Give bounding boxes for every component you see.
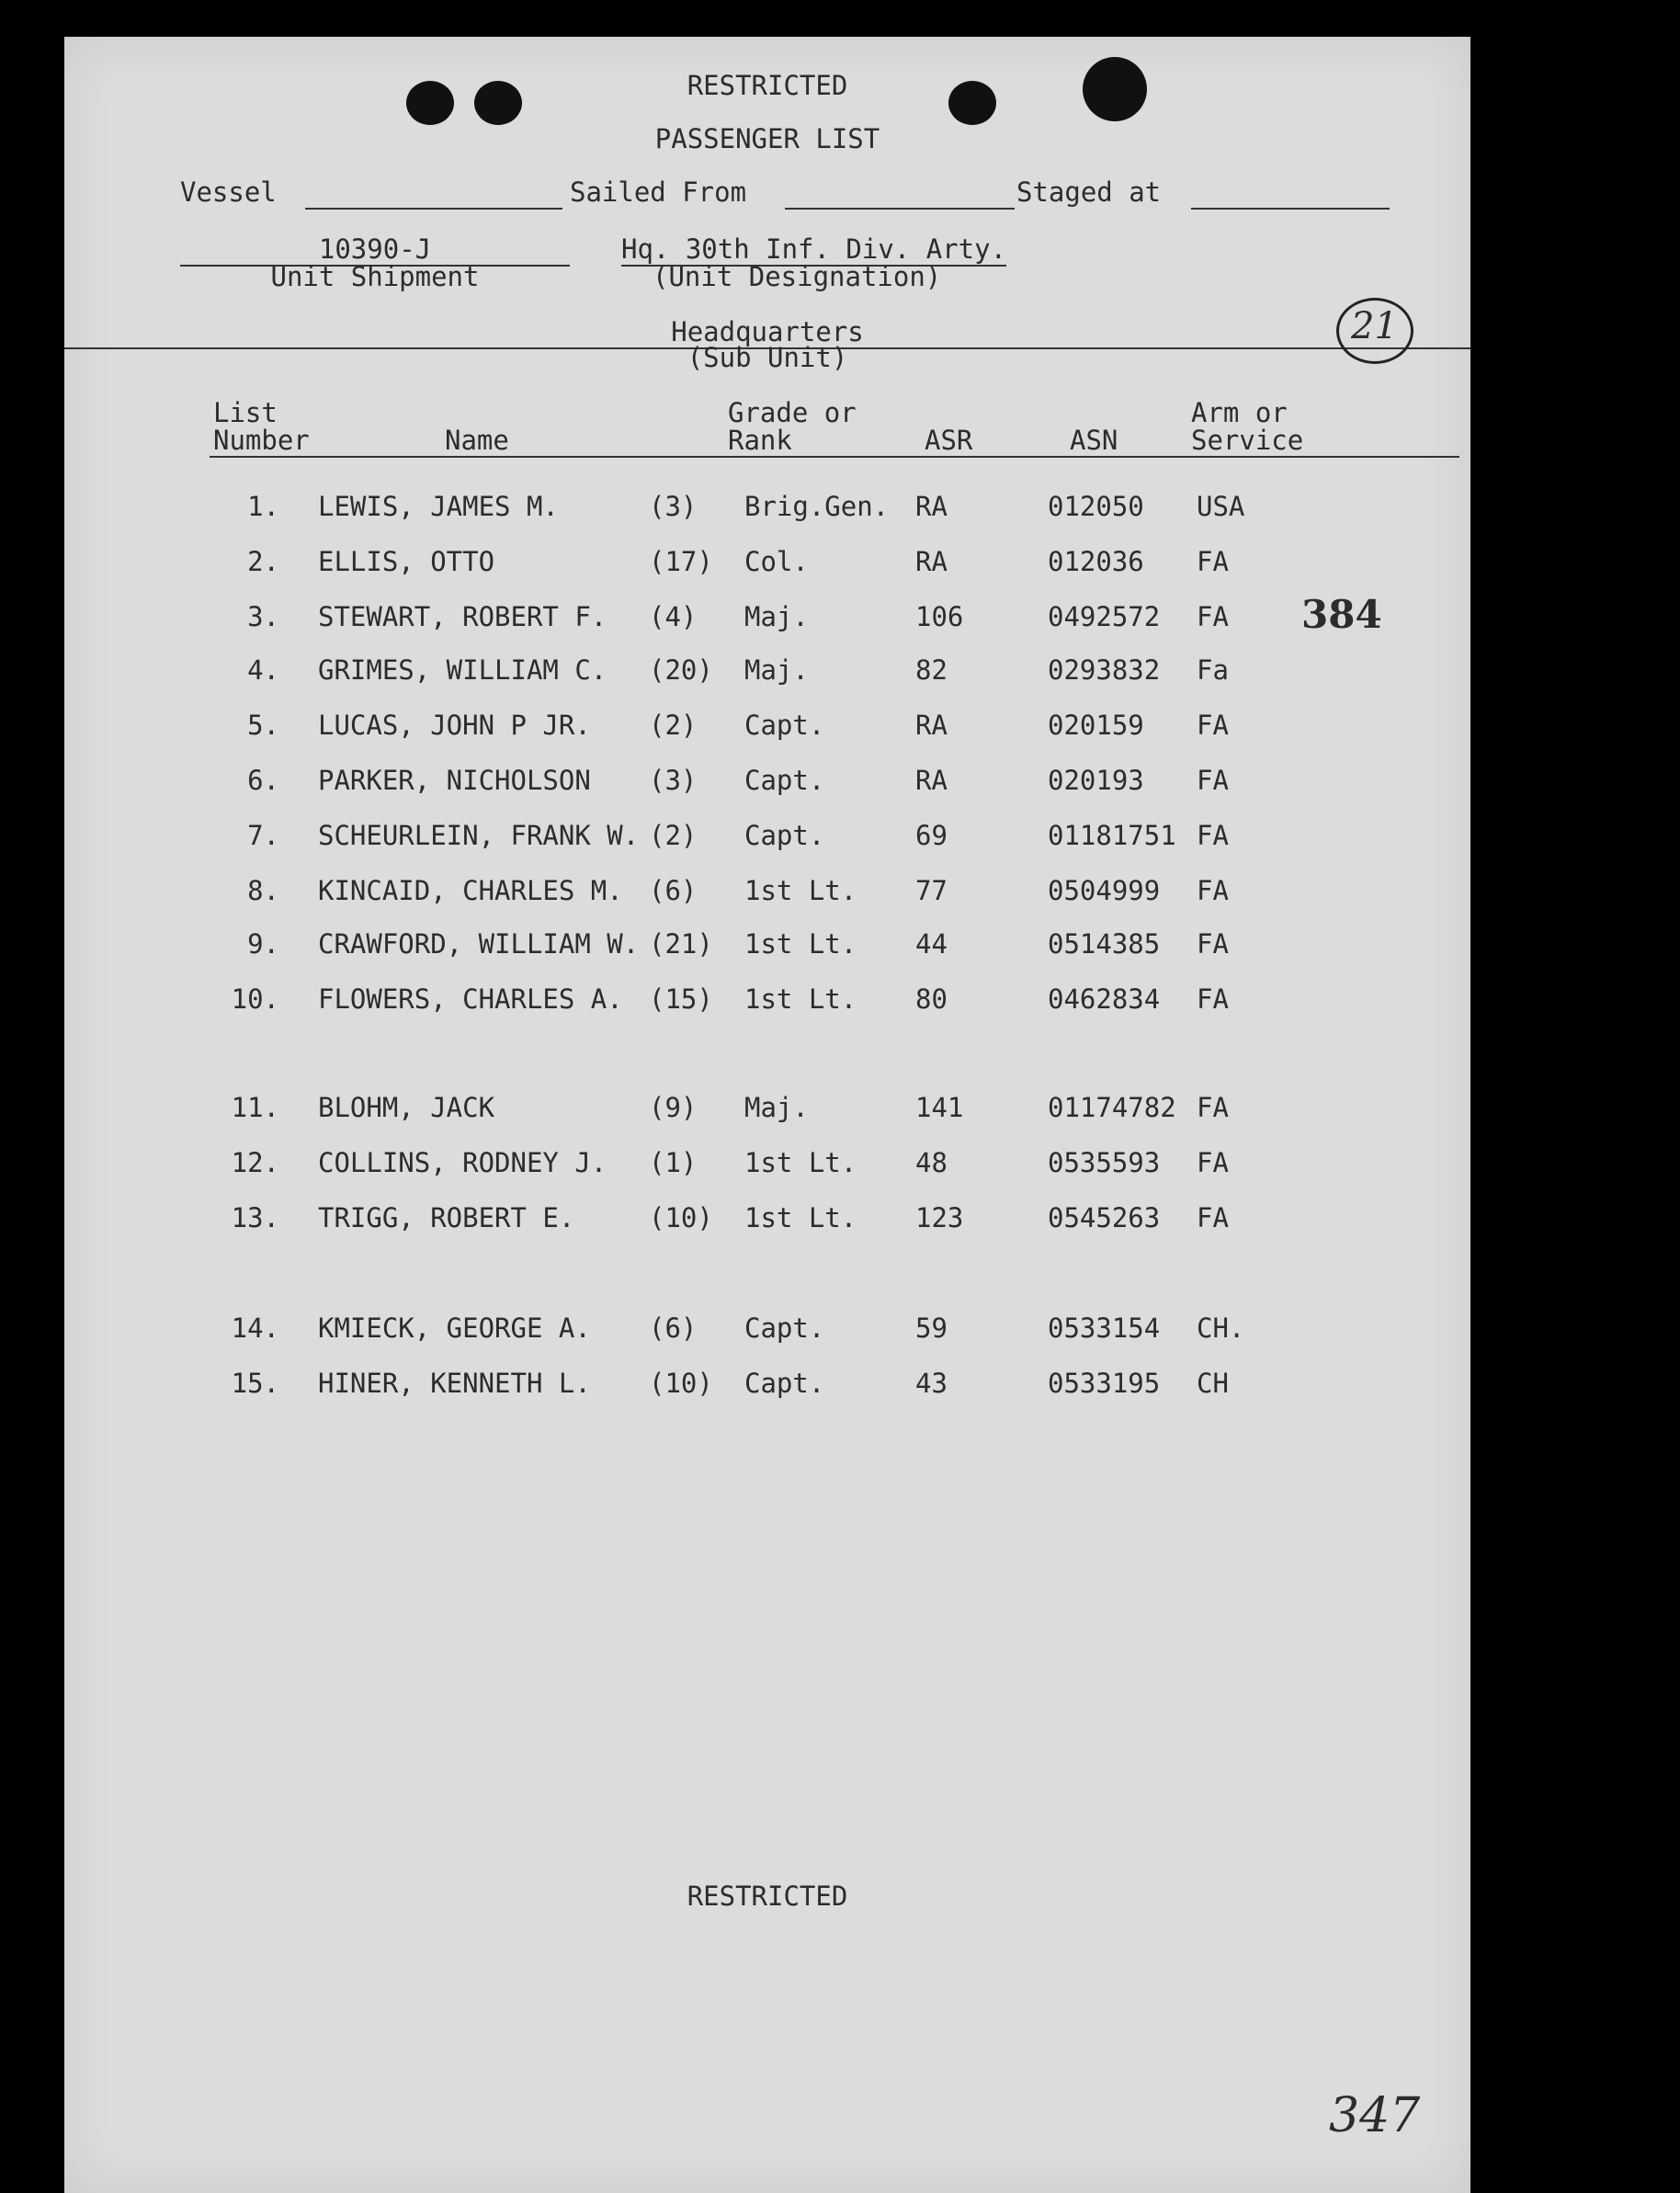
classification-bottom: RESTRICTED: [687, 1881, 848, 1912]
cell-arm: FA: [1197, 546, 1229, 577]
cell-name: BLOHM, JACK: [318, 1092, 495, 1123]
cell-code: (3): [649, 765, 698, 796]
cell-rank: Maj.: [744, 654, 809, 686]
cell-asr: 59: [915, 1312, 948, 1344]
cell-code: (6): [649, 875, 698, 906]
staged-at-blank: [1191, 208, 1390, 210]
cell-num: 6.: [247, 765, 279, 796]
circled-number-text: 21: [1351, 305, 1398, 347]
sailed-from-blank: [785, 208, 1015, 210]
cell-code: (10): [649, 1368, 713, 1399]
column-grade-line2: Rank: [728, 425, 792, 456]
cell-asn: 0535593: [1048, 1147, 1161, 1178]
cell-rank: Brig.Gen.: [744, 491, 890, 522]
cell-asr: 82: [915, 654, 948, 686]
cell-num: 3.: [247, 601, 279, 632]
cell-name: ELLIS, OTTO: [318, 546, 495, 577]
cell-name: KMIECK, GEORGE A.: [318, 1312, 591, 1344]
table-row: [64, 820, 1470, 857]
cell-asn: 01174782: [1048, 1092, 1176, 1123]
cell-name: COLLINS, RODNEY J.: [318, 1147, 607, 1178]
cell-arm: FA: [1197, 1202, 1229, 1233]
cell-code: (9): [649, 1092, 698, 1123]
cell-name: GRIMES, WILLIAM C.: [318, 654, 607, 686]
column-list-line1: List: [213, 397, 278, 428]
cell-rank: Col.: [744, 546, 809, 577]
cell-asn: 012050: [1048, 491, 1144, 522]
cell-asr: 106: [915, 601, 964, 632]
cell-asr: 43: [915, 1368, 948, 1399]
cell-code: (10): [649, 1202, 713, 1233]
cell-code: (15): [649, 983, 713, 1015]
cell-rank: 1st Lt.: [744, 875, 857, 906]
column-list-line2: Number: [213, 425, 310, 456]
margin-number: 384: [1301, 592, 1382, 637]
cell-arm: Fa: [1197, 654, 1229, 686]
vessel-blank: [305, 208, 562, 210]
cell-asr: RA: [915, 710, 948, 741]
cell-num: 4.: [247, 654, 279, 686]
cell-num: 9.: [247, 928, 279, 960]
cell-num: 2.: [247, 546, 279, 577]
table-row: [64, 1312, 1470, 1349]
column-asn: ASN: [1070, 425, 1118, 456]
cell-code: (3): [649, 491, 698, 522]
table-row: [64, 765, 1470, 801]
cell-arm: CH: [1197, 1368, 1229, 1399]
column-grade-line1: Grade or: [728, 397, 857, 428]
cell-arm: USA: [1197, 491, 1245, 522]
cell-name: LEWIS, JAMES M.: [318, 491, 559, 522]
cell-asn: 0533195: [1048, 1368, 1161, 1399]
page-number: 347: [1329, 2088, 1421, 2143]
cell-name: KINCAID, CHARLES M.: [318, 875, 623, 906]
cell-asn: 0462834: [1048, 983, 1161, 1015]
cell-name: HINER, KENNETH L.: [318, 1368, 591, 1399]
sailed-from-label: Sailed From: [570, 176, 747, 208]
cell-code: (6): [649, 1312, 698, 1344]
cell-rank: 1st Lt.: [744, 928, 857, 960]
cell-code: (1): [649, 1147, 698, 1178]
cell-rank: 1st Lt.: [744, 983, 857, 1015]
cell-name: LUCAS, JOHN P JR.: [318, 710, 591, 741]
cell-arm: FA: [1197, 710, 1229, 741]
cell-code: (17): [649, 546, 713, 577]
classification-top: RESTRICTED: [687, 70, 848, 101]
cell-asn: 01181751: [1048, 820, 1176, 851]
cell-arm: FA: [1197, 983, 1229, 1015]
cell-asr: 48: [915, 1147, 948, 1178]
cell-asr: RA: [915, 765, 948, 796]
sub-unit-label: (Sub Unit): [687, 342, 848, 373]
cell-code: (21): [649, 928, 713, 960]
cell-rank: 1st Lt.: [744, 1147, 857, 1178]
cell-num: 5.: [247, 710, 279, 741]
cell-num: 11.: [231, 1092, 279, 1123]
cell-rank: Capt.: [744, 1368, 825, 1399]
document-page: [64, 37, 1470, 2193]
cell-asn: 0533154: [1048, 1312, 1161, 1344]
unit-shipment-value: 10390-J: [180, 233, 570, 267]
cell-arm: FA: [1197, 601, 1229, 632]
column-name: Name: [445, 425, 509, 456]
cell-rank: Capt.: [744, 820, 825, 851]
table-row: [64, 601, 1470, 638]
cell-rank: Capt.: [744, 765, 825, 796]
cell-name: SCHEURLEIN, FRANK W.: [318, 820, 640, 851]
table-row: [64, 1368, 1470, 1404]
column-header-rule: [210, 456, 1459, 458]
staged-at-label: Staged at: [1016, 176, 1162, 208]
cell-arm: FA: [1197, 820, 1229, 851]
cell-asr: 80: [915, 983, 948, 1015]
cell-num: 1.: [247, 491, 279, 522]
table-row: [64, 710, 1470, 746]
table-row: [64, 1092, 1470, 1129]
cell-asr: 141: [915, 1092, 964, 1123]
cell-num: 13.: [231, 1202, 279, 1233]
table-row: [64, 491, 1470, 528]
cell-num: 7.: [247, 820, 279, 851]
cell-rank: Maj.: [744, 1092, 809, 1123]
cell-asn: 0514385: [1048, 928, 1161, 960]
vessel-label: Vessel: [180, 176, 277, 208]
unit-designation-value: Hq. 30th Inf. Div. Arty.: [621, 233, 1007, 265]
unit-designation-label: (Unit Designation): [653, 261, 942, 292]
cell-rank: Capt.: [744, 1312, 825, 1344]
column-arm-line2: Service: [1191, 425, 1304, 456]
table-row: [64, 875, 1470, 912]
document-title: PASSENGER LIST: [654, 123, 880, 154]
cell-name: STEWART, ROBERT F.: [318, 601, 607, 632]
cell-asr: RA: [915, 491, 948, 522]
cell-asr: 77: [915, 875, 948, 906]
cell-asn: 0293832: [1048, 654, 1161, 686]
table-row: [64, 546, 1470, 583]
cell-name: FLOWERS, CHARLES A.: [318, 983, 623, 1015]
cell-code: (20): [649, 654, 713, 686]
cell-asn: 012036: [1048, 546, 1144, 577]
cell-code: (2): [649, 710, 698, 741]
cell-name: CRAWFORD, WILLIAM W.: [318, 928, 640, 960]
cell-asr: 69: [915, 820, 948, 851]
table-row: [64, 1147, 1470, 1184]
table-row: [64, 983, 1470, 1020]
column-asr: ASR: [925, 425, 973, 456]
cell-rank: Capt.: [744, 710, 825, 741]
cell-asn: 0545263: [1048, 1202, 1161, 1233]
cell-arm: CH.: [1197, 1312, 1245, 1344]
cell-arm: FA: [1197, 1147, 1229, 1178]
cell-code: (4): [649, 601, 698, 632]
cell-asn: 0492572: [1048, 601, 1161, 632]
cell-asr: RA: [915, 546, 948, 577]
table-row: [64, 654, 1470, 691]
sub-unit-value: Headquarters: [64, 316, 1470, 349]
cell-num: 10.: [231, 983, 279, 1015]
cell-asn: 020193: [1048, 765, 1144, 796]
cell-arm: FA: [1197, 765, 1229, 796]
cell-arm: FA: [1197, 928, 1229, 960]
cell-asr: 123: [915, 1202, 964, 1233]
cell-code: (2): [649, 820, 698, 851]
cell-name: TRIGG, ROBERT E.: [318, 1202, 575, 1233]
cell-arm: FA: [1197, 875, 1229, 906]
cell-num: 15.: [231, 1368, 279, 1399]
cell-asn: 0504999: [1048, 875, 1161, 906]
table-row: [64, 928, 1470, 965]
cell-arm: FA: [1197, 1092, 1229, 1123]
cell-name: PARKER, NICHOLSON: [318, 765, 591, 796]
cell-rank: Maj.: [744, 601, 809, 632]
column-arm-line1: Arm or: [1191, 397, 1288, 428]
table-row: [64, 1202, 1470, 1239]
cell-asr: 44: [915, 928, 948, 960]
cell-rank: 1st Lt.: [744, 1202, 857, 1233]
unit-shipment-label: Unit Shipment: [270, 261, 480, 292]
cell-asn: 020159: [1048, 710, 1144, 741]
cell-num: 12.: [231, 1147, 279, 1178]
cell-num: 8.: [247, 875, 279, 906]
cell-num: 14.: [231, 1312, 279, 1344]
